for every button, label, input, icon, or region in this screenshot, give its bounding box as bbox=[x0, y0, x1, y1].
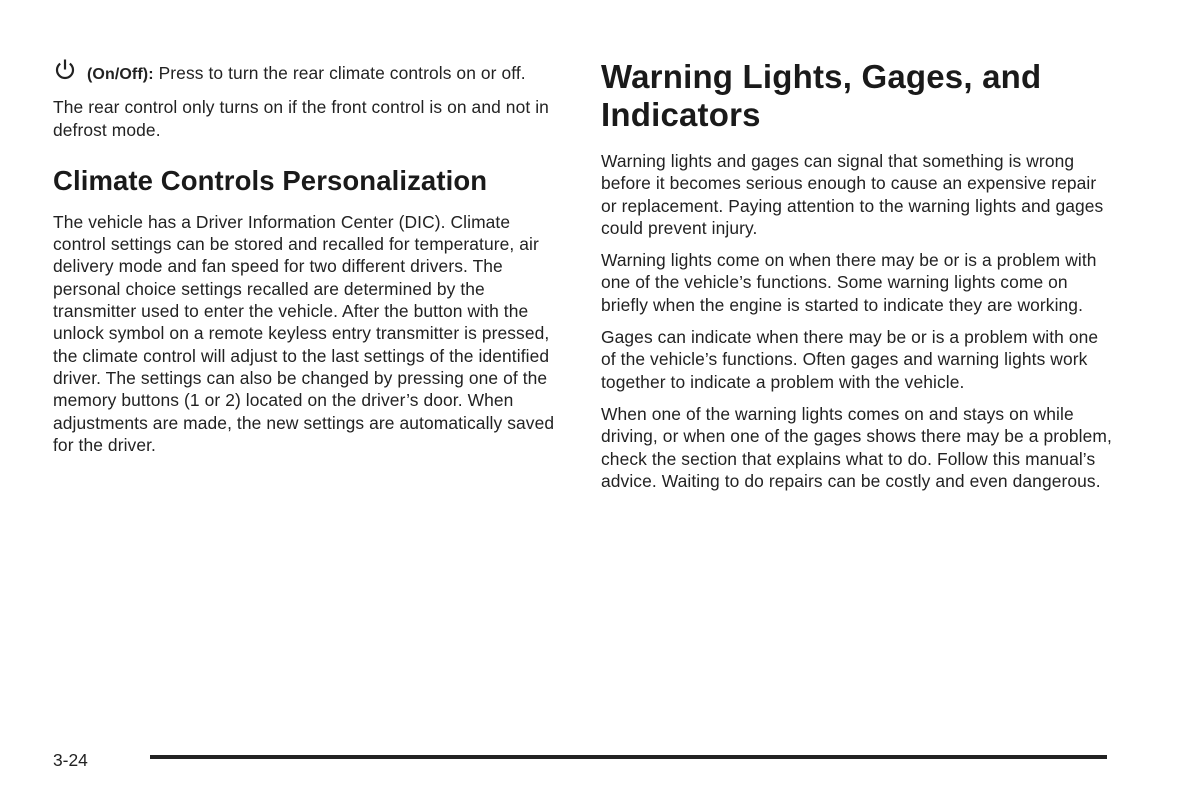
page-number: 3-24 bbox=[53, 750, 88, 770]
warning-paragraph-4: When one of the warning lights comes on and stays on while driving, or when one of the gages shows there may be a problem, check the section that explains what to do. Follow this manual’s advice. Waiting to do repairs can be costly and even dangerous. bbox=[601, 403, 1112, 491]
warning-paragraph-2: Warning lights come on when there may be or is a problem with one of the vehicle’s functions. Some warning lights come on briefly when the engine is started to indicate they are working. bbox=[601, 250, 1097, 315]
warning-paragraph-1: Warning lights and gages can signal that something is wrong before it becomes serious enough to cause an expensive repair or replacement. Paying attention to the warning lights and gages could prevent injury. bbox=[601, 151, 1104, 238]
power-button-description bbox=[53, 58, 558, 86]
warning-paragraph-3: Gages can indicate when there may be or is a problem with one of the vehicle’s functions. Often gages and warning lights work together to indicate a problem with the vehicle. bbox=[601, 327, 1099, 392]
power-text: Press to turn the rear climate controls on or off. bbox=[158, 63, 526, 83]
section-heading-climate-personalization: Climate Controls Personalization bbox=[53, 164, 488, 196]
power-term: (On/Off): bbox=[87, 66, 154, 83]
footer-rule bbox=[150, 755, 1107, 759]
right-column bbox=[601, 58, 1116, 502]
rear-control-note: The rear control only turns on if the front control is on and not in defrost mode. bbox=[53, 97, 549, 140]
climate-personalization-body: The vehicle has a Driver Information Center (DIC). Climate control settings can be stored and recalled for temperature, air delivery mode and fan speed for two different drivers. The personal choice settings recalled are determined by the transmitter used to enter the vehicle. After the button with the unlock symbol on a remote keyless entry transmitter is pressed, the climate control will adjust to the last settings of the identified driver. The settings can also be changed by pressing one of the memory buttons (1 or 2) located on the driver’s door. When adjustments are made, the new settings are automatically saved for the driver. bbox=[53, 211, 555, 455]
chapter-heading: Warning Lights, Gages, and Indicators bbox=[601, 58, 1042, 133]
left-column bbox=[53, 58, 558, 466]
power-icon bbox=[53, 58, 77, 82]
